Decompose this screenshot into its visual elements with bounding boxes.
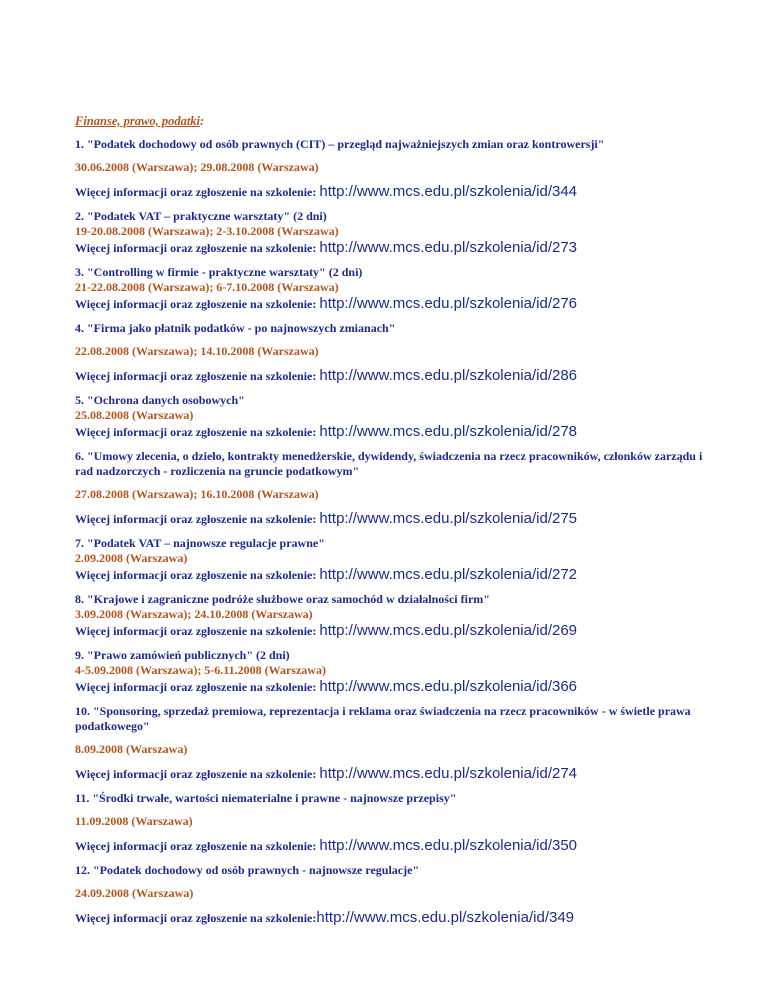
training-entry: [75, 393, 715, 441]
training-dates: 2.09.2008 (Warszawa): [75, 551, 188, 565]
training-title: 6. "Umowy zlecenia, o dzieło, kontrakty menedżerskie, dywidendy, świadczenia na rzecz pracowników, członków zarządu i rad nadzorczych - rozliczenia na gruncie podatkowym": [75, 449, 703, 478]
section-heading-colon: :: [200, 114, 205, 128]
training-entry: [75, 449, 715, 528]
training-link[interactable]: http://www.mcs.edu.pl/szkolenia/id/273: [319, 239, 578, 256]
training-title: 5. "Ochrona danych osobowych": [75, 393, 245, 407]
more-info-label: Więcej informacji oraz zgłoszenie na szkolenie:: [75, 568, 317, 582]
training-dates: 11.09.2008 (Warszawa): [75, 814, 193, 828]
training-entry: [75, 863, 715, 927]
training-title: 2. "Podatek VAT – praktyczne warsztaty" (2 dni): [75, 209, 327, 223]
training-title: 11. "Środki trwałe, wartości niematerialne i prawne - najnowsze przepisy": [75, 791, 457, 805]
training-entry: [75, 536, 715, 584]
training-title: 7. "Podatek VAT – najnowsze regulacje prawne": [75, 536, 325, 550]
training-dates: 27.08.2008 (Warszawa); 16.10.2008 (Warszawa): [75, 487, 319, 501]
more-info-label: Więcej informacji oraz zgłoszenie na szkolenie:: [75, 680, 317, 694]
training-entry: [75, 791, 715, 855]
more-info-line: [75, 678, 715, 696]
training-entry: [75, 137, 715, 201]
more-info-line: [75, 765, 715, 783]
more-info-label: Więcej informacji oraz zgłoszenie na szkolenie:: [75, 369, 317, 383]
training-dates: 3.09.2008 (Warszawa); 24.10.2008 (Warszawa): [75, 607, 313, 621]
training-entry: [75, 648, 715, 696]
more-info-line: [75, 837, 715, 855]
training-dates: 19-20.08.2008 (Warszawa); 2-3.10.2008 (Warszawa): [75, 224, 339, 238]
training-entry: [75, 265, 715, 313]
training-title: 3. "Controlling w firmie - praktyczne warsztaty" (2 dni): [75, 265, 363, 279]
more-info-label: Więcej informacji oraz zgłoszenie na szkolenie:: [75, 425, 317, 439]
training-dates: 24.09.2008 (Warszawa): [75, 886, 194, 900]
training-link[interactable]: http://www.mcs.edu.pl/szkolenia/id/366: [319, 678, 578, 695]
more-info-label: Więcej informacji oraz zgłoszenie na szkolenie:: [75, 911, 317, 925]
training-entry: [75, 321, 715, 385]
more-info-label: Więcej informacji oraz zgłoszenie na szkolenie:: [75, 241, 317, 255]
more-info-label: Więcej informacji oraz zgłoszenie na szkolenie:: [75, 512, 317, 526]
training-link[interactable]: http://www.mcs.edu.pl/szkolenia/id/274: [319, 765, 578, 782]
more-info-label: Więcej informacji oraz zgłoszenie na szkolenie:: [75, 839, 317, 853]
more-info-line: [75, 510, 715, 528]
training-title: 10. "Sponsoring, sprzedaż premiowa, reprezentacja i reklama oraz świadczenia na rzecz pracowników - w świetle prawa podatkowego": [75, 704, 691, 733]
more-info-label: Więcej informacji oraz zgłoszenie na szkolenie:: [75, 185, 317, 199]
training-link[interactable]: http://www.mcs.edu.pl/szkolenia/id/286: [319, 367, 578, 384]
more-info-line: [75, 909, 715, 927]
training-entry: [75, 209, 715, 257]
more-info-line: [75, 367, 715, 385]
training-title: 9. "Prawo zamówień publicznych" (2 dni): [75, 648, 290, 662]
training-link[interactable]: http://www.mcs.edu.pl/szkolenia/id/272: [319, 566, 578, 583]
document-page: [75, 114, 715, 927]
training-link[interactable]: http://www.mcs.edu.pl/szkolenia/id/344: [319, 183, 578, 200]
training-link[interactable]: http://www.mcs.edu.pl/szkolenia/id/349: [316, 909, 575, 926]
more-info-line: [75, 566, 715, 584]
more-info-line: [75, 423, 715, 441]
more-info-label: Więcej informacji oraz zgłoszenie na szkolenie:: [75, 624, 317, 638]
training-dates: 30.06.2008 (Warszawa); 29.08.2008 (Warszawa): [75, 160, 319, 174]
training-link[interactable]: http://www.mcs.edu.pl/szkolenia/id/276: [319, 295, 578, 312]
training-entry: [75, 592, 715, 640]
section-heading-text: Finanse, prawo, podatki: [75, 114, 201, 128]
more-info-label: Więcej informacji oraz zgłoszenie na szkolenie:: [75, 297, 317, 311]
training-dates: 25.08.2008 (Warszawa): [75, 408, 194, 422]
more-info-line: [75, 239, 715, 257]
more-info-line: [75, 183, 715, 201]
more-info-line: [75, 622, 715, 640]
training-dates: 8.09.2008 (Warszawa): [75, 742, 188, 756]
training-link[interactable]: http://www.mcs.edu.pl/szkolenia/id/350: [319, 837, 578, 854]
training-title: 8. "Krajowe i zagraniczne podróże służbowe oraz samochód w działalności firm": [75, 592, 490, 606]
training-title: 1. "Podatek dochodowy od osób prawnych (CIT) – przegląd najważniejszych zmian oraz kontrowersji": [75, 137, 605, 151]
more-info-label: Więcej informacji oraz zgłoszenie na szkolenie:: [75, 767, 317, 781]
training-dates: 21-22.08.2008 (Warszawa); 6-7.10.2008 (Warszawa): [75, 280, 339, 294]
training-title: 12. "Podatek dochodowy od osób prawnych - najnowsze regulacje": [75, 863, 420, 877]
training-entry: [75, 704, 715, 783]
training-dates: 22.08.2008 (Warszawa); 14.10.2008 (Warszawa): [75, 344, 319, 358]
training-link[interactable]: http://www.mcs.edu.pl/szkolenia/id/275: [319, 510, 578, 527]
more-info-line: [75, 295, 715, 313]
training-title: 4. "Firma jako płatnik podatków - po najnowszych zmianach": [75, 321, 396, 335]
section-heading: [75, 114, 715, 129]
training-link[interactable]: http://www.mcs.edu.pl/szkolenia/id/278: [319, 423, 578, 440]
training-dates: 4-5.09.2008 (Warszawa); 5-6.11.2008 (Warszawa): [75, 663, 326, 677]
training-link[interactable]: http://www.mcs.edu.pl/szkolenia/id/269: [319, 622, 578, 639]
